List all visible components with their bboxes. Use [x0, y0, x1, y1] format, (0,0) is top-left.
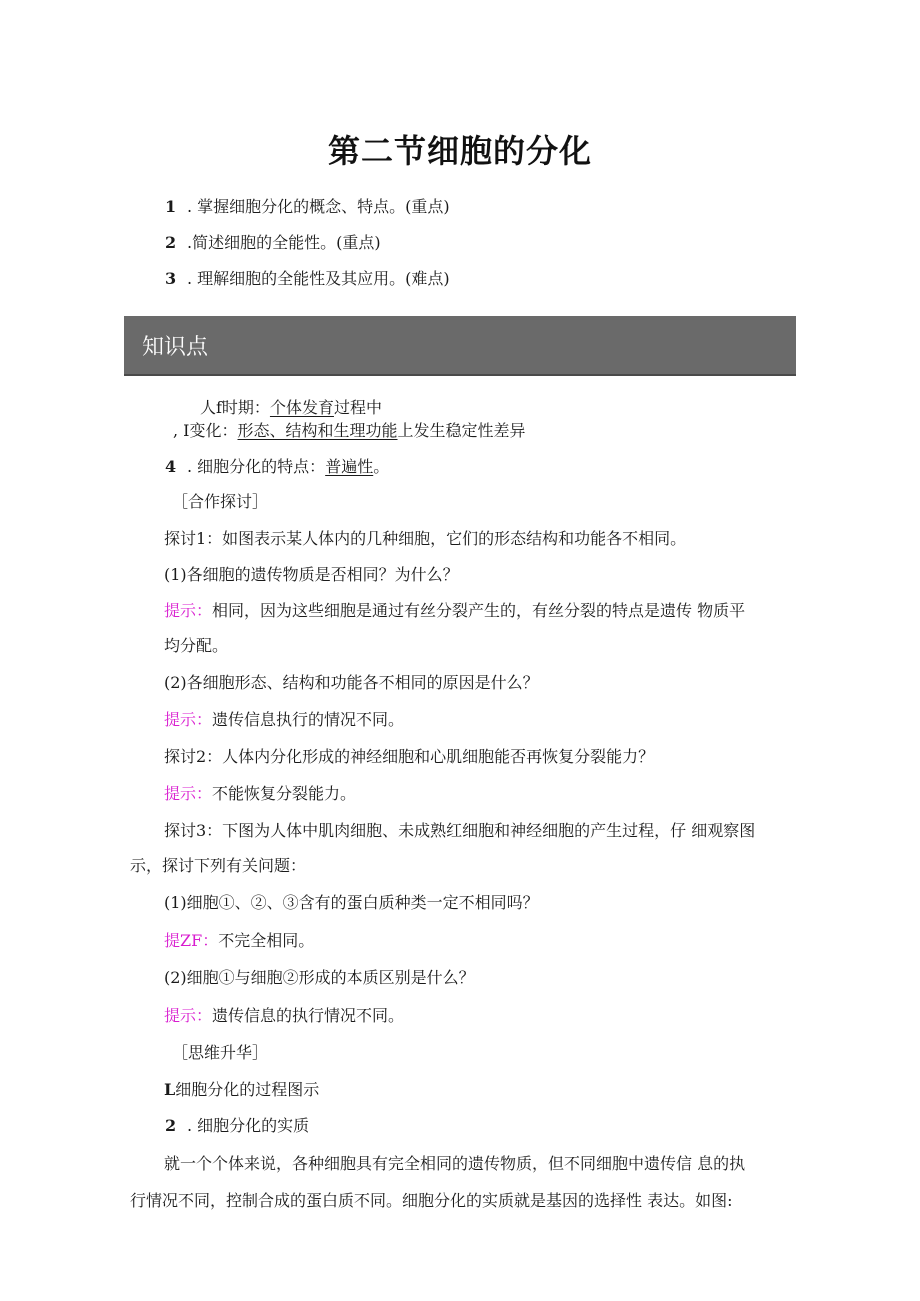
hint-label: 提示： [164, 784, 213, 803]
hint-label: 提示： [164, 710, 213, 729]
hint-label: 提ZF： [164, 931, 219, 950]
goal-number: 2 [165, 233, 177, 252]
answer-1-2 [164, 710, 404, 730]
learning-goal-3 [165, 269, 450, 289]
point-4-number: 4 [165, 457, 177, 476]
point-4-suffix: 。 [373, 457, 390, 476]
discussion-3-line1: 探讨3：下图为人体中肌肉细胞、未成熟红细胞和神经细胞的产生过程，仔 细观察图 [164, 821, 756, 840]
answer-text: 不完全相同。 [218, 931, 315, 950]
summary-2-number: 2 [165, 1116, 177, 1135]
concept-change-suffix: 上发生稳定性差异 [397, 421, 526, 440]
question-3-2: (2)细胞①与细胞②形成的本质区别是什么？ [164, 968, 475, 987]
concept-change-answer: 形态、结构和生理功能 [237, 421, 398, 440]
hint-label: 提示： [164, 1006, 213, 1025]
essence-line2: 行情况不同，控制合成的蛋白质不同。细胞分化的实质就是基因的选择性 表达。如图: [130, 1191, 733, 1210]
essence-line1: 就一个个体来说，各种细胞具有完全相同的遗传物质，但不同细胞中遗传信 息的执 [164, 1154, 746, 1173]
goal-number: 3 [165, 269, 177, 288]
answer-2 [164, 784, 356, 804]
page-title: 第二节细胞的分化 [327, 132, 592, 170]
discussion-2: 探讨2：人体内分化形成的神经细胞和心肌细胞能否再恢复分裂能力？ [164, 747, 655, 766]
answer-3-2 [164, 1006, 404, 1026]
learning-goal-1 [165, 197, 450, 217]
answer-text: 相同，因为这些细胞是通过有丝分裂产生的，有丝分裂的特点是遗传 物质平 [212, 601, 746, 620]
summary-2-text: . 细胞分化的实质 [187, 1116, 310, 1135]
summary-1-number: L [164, 1080, 176, 1099]
goal-text: . 掌握细胞分化的概念、特点。(重点) [187, 197, 450, 216]
cooperative-heading: ［合作探讨］ [172, 492, 269, 511]
section-banner [124, 316, 796, 376]
summary-2 [165, 1116, 309, 1136]
learning-goal-2 [165, 233, 381, 253]
point-4-prefix: . 细胞分化的特点： [187, 457, 326, 476]
answer-3-1 [164, 931, 314, 951]
summary-1-text: 细胞分化的过程图示 [175, 1080, 320, 1099]
concept-change-line [173, 421, 526, 441]
summary-1 [164, 1080, 319, 1100]
goal-text: .简述细胞的全能性。(重点) [187, 233, 381, 252]
answer-1-1-line1 [164, 601, 745, 621]
discussion-3-line2: 示，探讨下列有关问题： [130, 856, 307, 875]
section-banner-title: 知识点 [142, 335, 209, 360]
hint-label: 提示： [164, 601, 213, 620]
point-4-answer: 普遍性 [325, 457, 374, 476]
question-3-1: (1)细胞①、②、③含有的蛋白质种类一定不相同吗？ [164, 893, 539, 912]
question-1-2: (2)各细胞形态、结构和功能各不相同的原因是什么？ [164, 673, 539, 692]
answer-text: 遗传信息执行的情况不同。 [212, 710, 405, 729]
concept-time-prefix: 人f时期： [200, 398, 270, 417]
point-4-line [165, 457, 389, 477]
question-1-1: (1)各细胞的遗传物质是否相同？为什么？ [164, 565, 459, 584]
concept-time-answer: 个体发育 [269, 398, 334, 417]
concept-change-prefix: , I变化： [173, 421, 238, 440]
answer-text: 不能恢复分裂能力。 [212, 784, 357, 803]
answer-text: 遗传信息的执行情况不同。 [212, 1006, 405, 1025]
thinking-heading: ［思维升华］ [172, 1043, 269, 1062]
answer-1-1-line2: 均分配。 [164, 636, 229, 655]
goal-text: . 理解细胞的全能性及其应用。(难点) [187, 269, 450, 288]
concept-time-suffix: 过程中 [333, 398, 382, 417]
concept-time-line [200, 398, 382, 418]
goal-number: 1 [165, 197, 177, 216]
discussion-1: 探讨1：如图表示某人体内的几种细胞，它们的形态结构和功能各不相同。 [164, 529, 687, 548]
